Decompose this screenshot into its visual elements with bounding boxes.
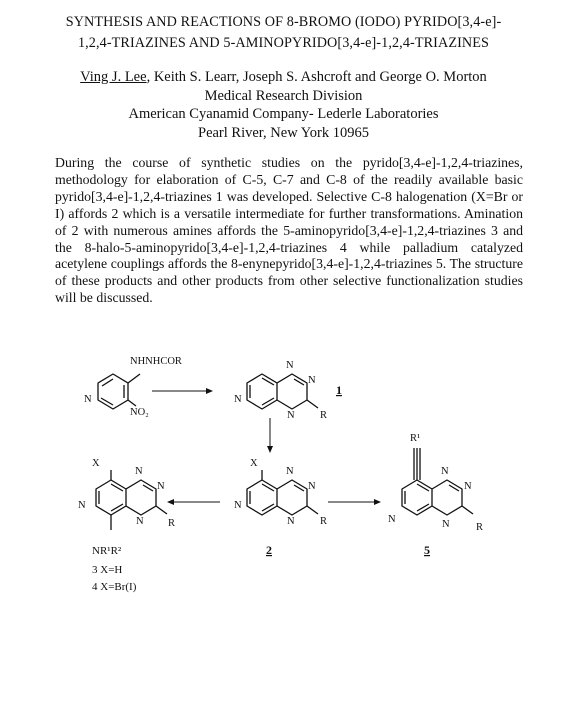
- c5-r: R: [476, 522, 484, 533]
- c2-n2: N: [308, 481, 316, 492]
- c2-x: X: [250, 458, 258, 469]
- author-list: [20, 68, 547, 87]
- c2-ring-n: N: [234, 500, 242, 511]
- c5-n2: N: [464, 481, 472, 492]
- compound-5-structure: [402, 448, 473, 515]
- c34-label-3: 3 X=H: [92, 564, 123, 576]
- c34-n1: N: [135, 466, 143, 477]
- c5-n3: N: [442, 519, 450, 530]
- c2-r: R: [320, 516, 328, 527]
- compound-2-structure: [247, 470, 318, 515]
- c34-amine: NR¹R²: [92, 545, 122, 557]
- c2-number: 2: [266, 543, 272, 557]
- division: Medical Research Division: [204, 87, 363, 104]
- author-block: [20, 68, 547, 142]
- c5-n1: N: [441, 466, 449, 477]
- c5-alkyne-r: R¹: [410, 433, 421, 444]
- starting-material-structure: [98, 374, 140, 409]
- c1-n1: N: [286, 360, 294, 371]
- c2-n1: N: [286, 466, 294, 477]
- c1-n3: N: [287, 410, 295, 421]
- paper-title: [20, 12, 547, 54]
- c34-ring-n: N: [78, 500, 86, 511]
- c1-number: 1: [336, 383, 342, 397]
- c34-n3: N: [136, 516, 144, 527]
- title-line-1: SYNTHESIS AND REACTIONS OF 8-BROMO (IODO) PYRIDO[3,4-e]-: [65, 14, 502, 30]
- company: American Cyanamid Company- Lederle Laboratories: [128, 106, 439, 122]
- c34-label-4: 4 X=Br(I): [92, 581, 137, 593]
- c34-r: R: [168, 518, 176, 529]
- start-ring-n: N: [84, 394, 92, 405]
- c2-n3: N: [287, 516, 295, 527]
- c1-ring-n: N: [234, 394, 242, 405]
- compound-34-structure: [96, 470, 167, 530]
- c5-number: 5: [424, 543, 430, 557]
- co-authors: , Keith S. Learr, Joseph S. Ashcroft and George O. Morton: [146, 69, 487, 85]
- c34-x: X: [92, 458, 100, 469]
- location: Pearl River, New York 10965: [198, 124, 369, 141]
- amide-label: NHNHCOR: [130, 356, 182, 367]
- abstract: [55, 155, 523, 307]
- nitro-label: NO₂: [130, 407, 149, 418]
- c5-ring-n: N: [388, 514, 396, 525]
- abstract-text: During the course of synthetic studies on the pyrido[3,4-e]-1,2,4-triazines, methodology for elaboration of C-5, C-7 and C-8 of the readily available basic pyrido[3,4-e]-1,2,4-triazines 1 was developed. Selective C-8 halogenation (X=Br or I) affords 2 which is a versatile intermediate for further transformations. Amination of 2 with numerous amines affords the 5-aminopyrido[3,4-e]-1,2,4-triazines 3 and the 8-halo-5-aminopyrido[3,4-e]-1,2,4-triazines 4 while palladium catalyzed acetylene couplings affords the 8-enynepyrido[3,4-e]-1,2,4-triazines 5. The structure of these products and other products from other selective functionalization studies will be discussed.: [55, 155, 523, 306]
- c34-n2: N: [157, 481, 165, 492]
- title-line-2: 1,2,4-TRIAZINES AND 5-AMINOPYRIDO[3,4-e]-1,2,4-TRIAZINES: [77, 35, 490, 51]
- first-author: Ving J. Lee: [80, 69, 147, 85]
- reaction-scheme: [0, 340, 567, 620]
- c1-n2: N: [308, 375, 316, 386]
- c1-r: R: [320, 410, 328, 421]
